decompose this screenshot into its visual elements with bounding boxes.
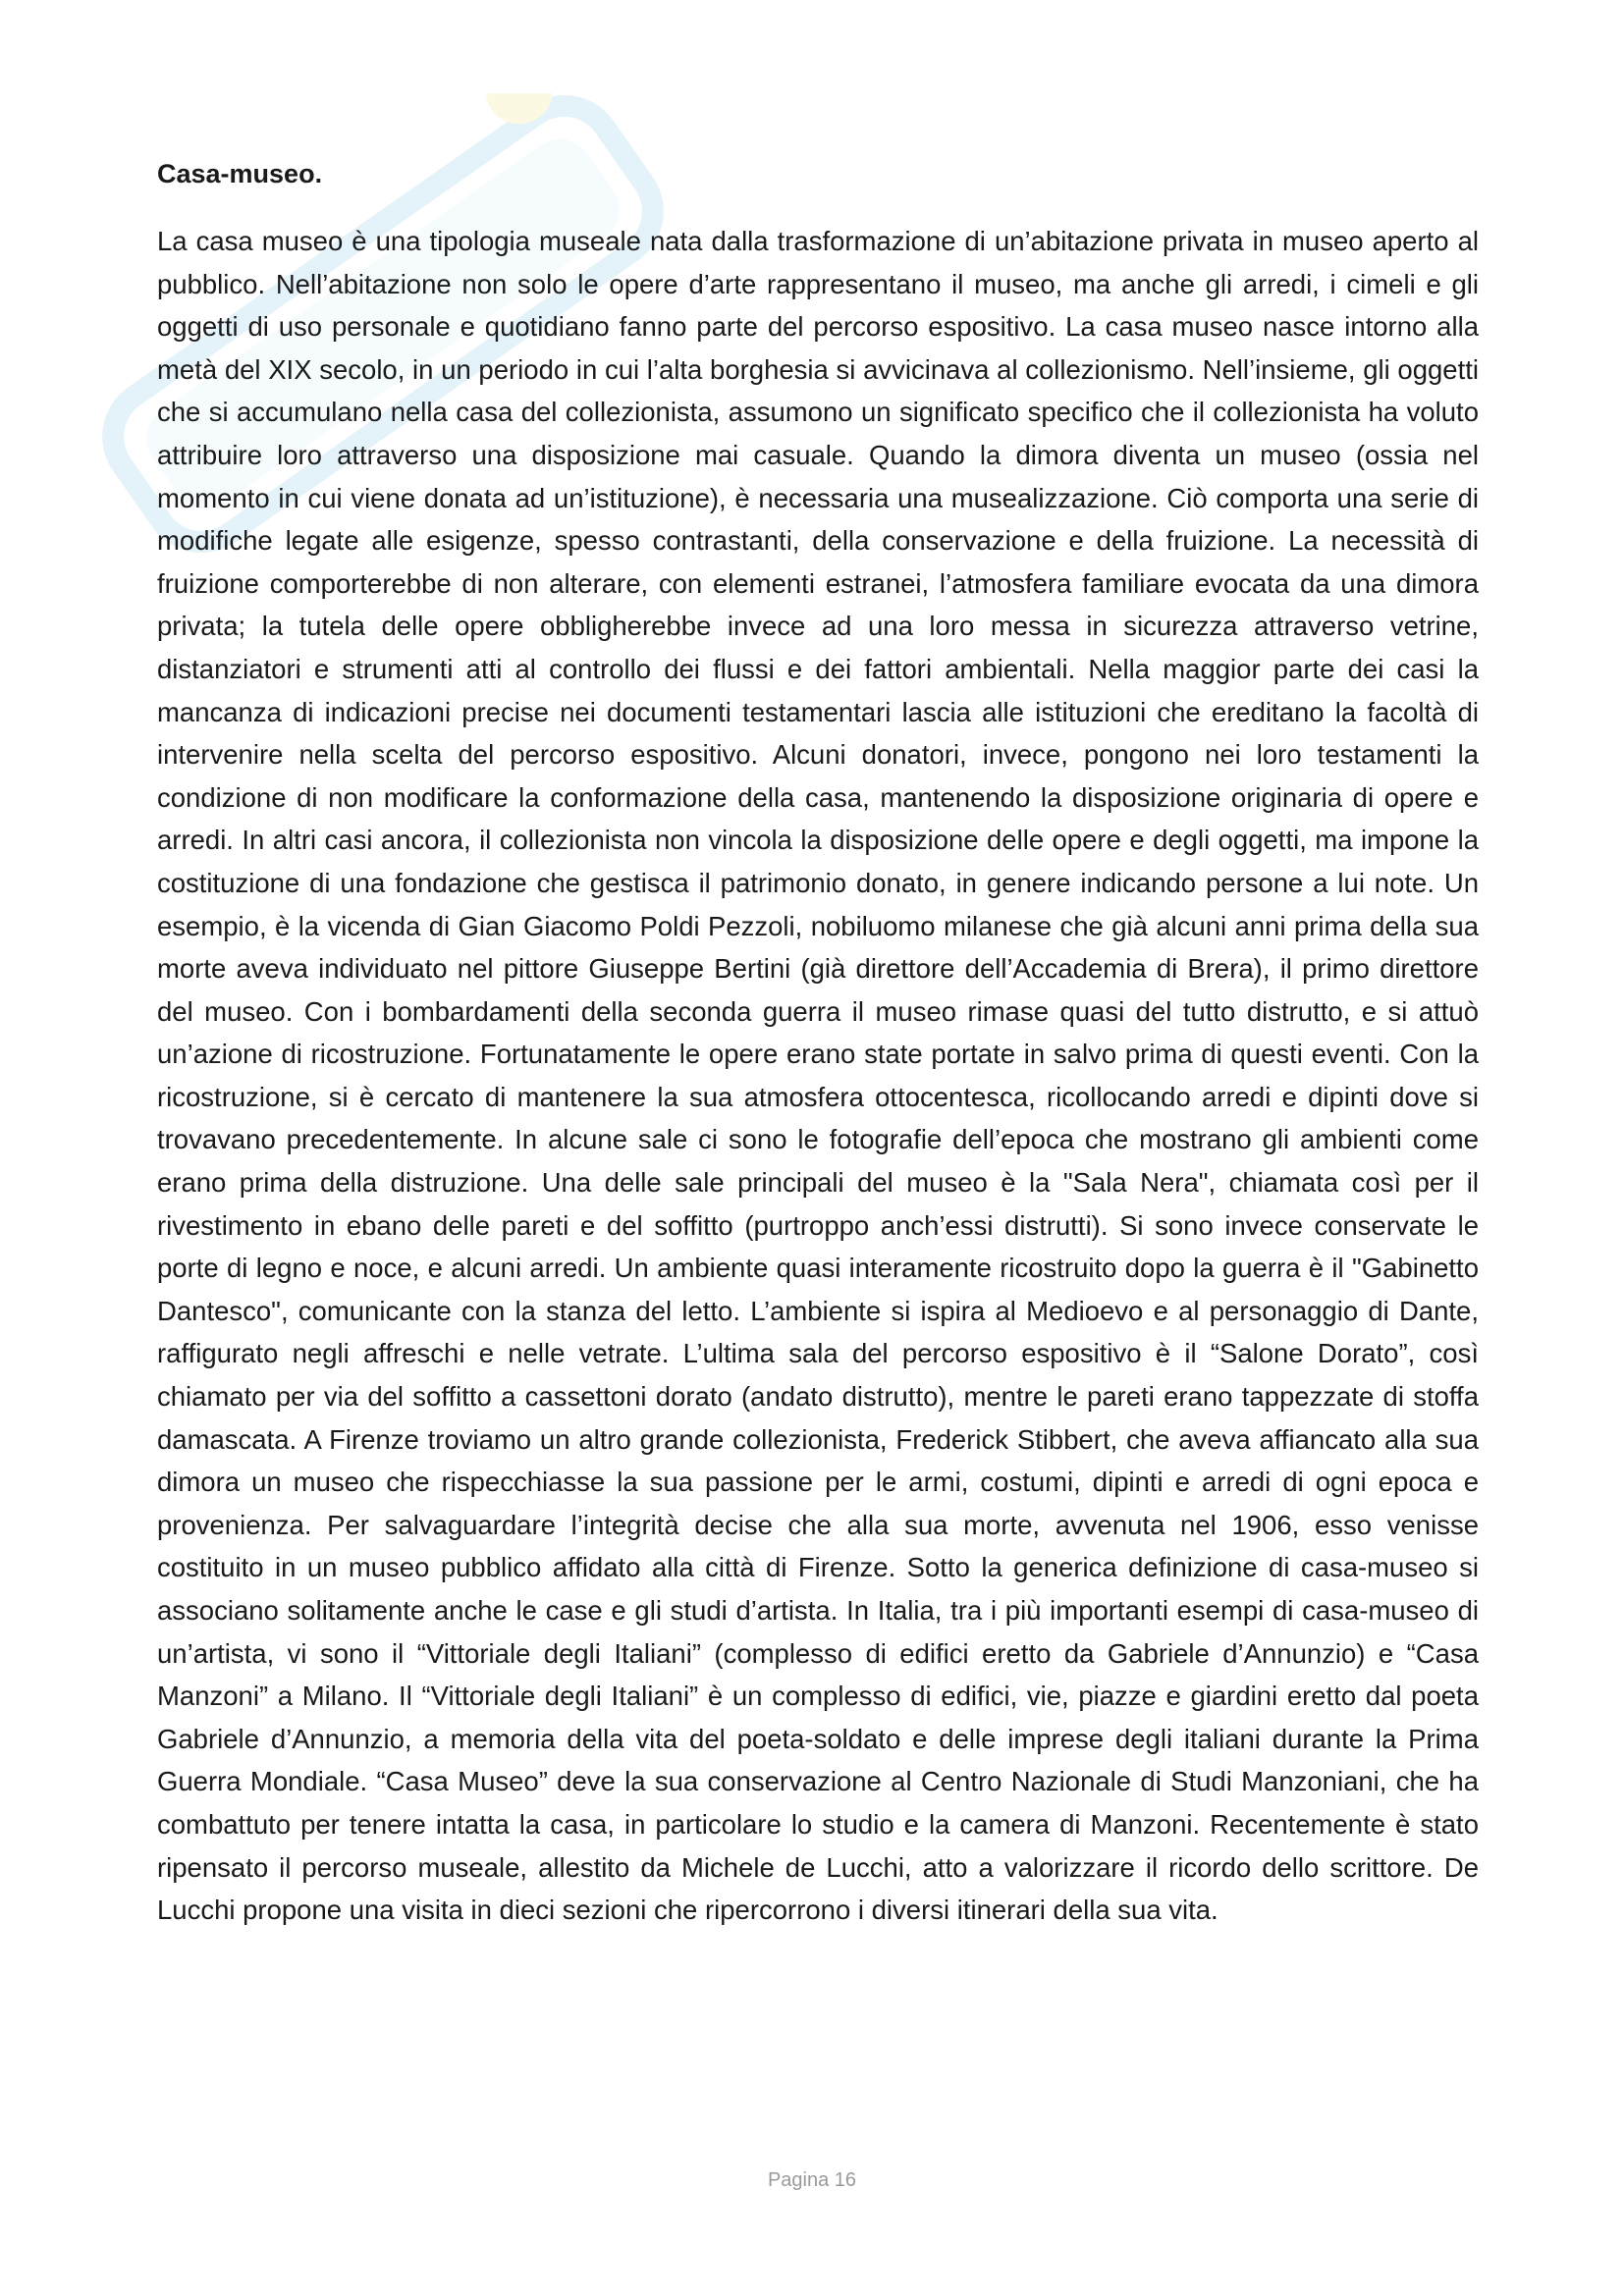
section-title: Casa-museo. bbox=[157, 159, 323, 188]
page-number: Pagina 16 bbox=[767, 2169, 857, 2191]
body-paragraph: La casa museo è una tipologia museale nata dalla trasformazione di un’abitazione privata in museo aperto al pubblico. Nell’abitazione non solo le opere d’arte rappresentano il museo, ma anche gli arredi, i cimeli e gli oggetti di uso personale e quotidiano fanno parte del percorso espositivo. La casa museo nasce intorno alla metà del XIX secolo, in un periodo in cui l’alta borghesia si avvicinava al collezionismo. Nell’insieme, gli oggetti che si accumulano nella casa del collezionista, assumono un significato specifico che il collezionista ha voluto attribuire loro attraverso una disposizione mai casuale. Quando la dimora diventa un museo (ossia nel momento in cui viene donata ad un’istituzione), è necessaria una musealizzazione. Ciò comporta una serie di modifiche legate alle esigenze, spesso contrastanti, della conservazione e della fruizione. La necessità di fruizione comporterebbe di non alterare, con elementi estranei, l’atmosfera familiare evocata da una dimora privata; la tutela delle opere obbligherebbe invece ad una loro messa in sicurezza attraverso vetrine, distanziatori e strumenti atti al controllo dei flussi e dei fattori ambientali. Nella maggior parte dei casi la mancanza di indicazioni precise nei documenti testamentari lascia alle istituzioni che ereditano la facoltà di intervenire nella scelta del percorso espositivo. Alcuni donatori, invece, pongono nei loro testamenti la condizione di non modificare la conformazione della casa, mantenendo la disposizione originaria di opere e arredi. In altri casi ancora, il collezionista non vincola la disposizione delle opere e degli oggetti, ma impone la costituzione di una fondazione che gestisca il patrimonio donato, in genere indicando persone a lui note. Un esempio, è la vicenda di Gian Giacomo Poldi Pezzoli, nobiluomo milanese che già alcuni anni prima della sua morte aveva individuato nel pittore Giuseppe Bertini (già direttore dell’Accademia di Brera), il primo direttore del museo. Con i bombardamenti della seconda guerra il museo rimase quasi del tutto distrutto, e si attuò un’azione di ricostruzione. Fortunatamente le opere erano state portate in salvo prima di questi eventi. Con la ricostruzione, si è cercato di mantenere la sua atmosfera ottocentesca, ricollocando arredi e dipinti dove si trovavano precedentemente. In alcune sale ci sono le fotografie dell’epoca che mostrano gli ambienti come erano prima della distruzione. Una delle sale principali del museo è la "Sala Nera", chiamata così per il rivestimento in ebano delle pareti e del soffitto (purtroppo anch’essi distrutti). Si sono invece conservate le porte di legno e noce, e alcuni arredi. Un ambiente quasi interamente ricostruito dopo la guerra è il "Gabinetto Dantesco", comunicante con la stanza del letto. L’ambiente si ispira al Medioevo e al personaggio di Dante, raffigurato negli affreschi e nelle vetrate. L’ultima sala del percorso espositivo è il “Salone Dorato”, così chiamato per via del soffitto a cassettoni dorato (andato distrutto), mentre le pareti erano tappezzate di stoffa damascata. A Firenze troviamo un altro grande collezionista, Frederick Stibbert, che aveva affiancato alla sua dimora un museo che rispecchiasse la sua passione per le armi, costumi, dipinti e arredi di ogni epoca e provenienza. Per salvaguardare l’integrità decise che alla sua morte, avvenuta nel 1906, esso venisse costituito in un museo pubblico affidato alla città di Firenze. Sotto la generica definizione di casa-museo si associano solitamente anche le case e gli studi d’artista. In Italia, tra i più importanti esempi di casa-museo di un’artista, vi sono il “Vittoriale degli Italiani” (complesso di edifici eretto da Gabriele d’Annunzio) e “Casa Manzoni” a Milano. Il “Vittoriale degli Italiani” è un complesso di edifici, vie, piazze e giardini eretto dal poeta Gabriele d’Annunzio, a memoria della vita del poeta-soldato e delle imprese degli italiani durante la Prima Guerra Mondiale. “Casa Museo” deve la sua conservazione al Centro Nazionale di Studi Manzoniani, che ha combattuto per tenere intatta la casa, in particolare lo studio e la camera di Manzoni. Recentemente è stato ripensato il percorso museale, allestito da Michele de Lucchi, atto a valorizzare il ricordo dello scrittore. De Lucchi propone una visita in dieci sezioni che ripercorrono i diversi itinerari della sua vita. bbox=[157, 226, 1479, 1926]
document-page bbox=[157, 152, 1479, 1932]
